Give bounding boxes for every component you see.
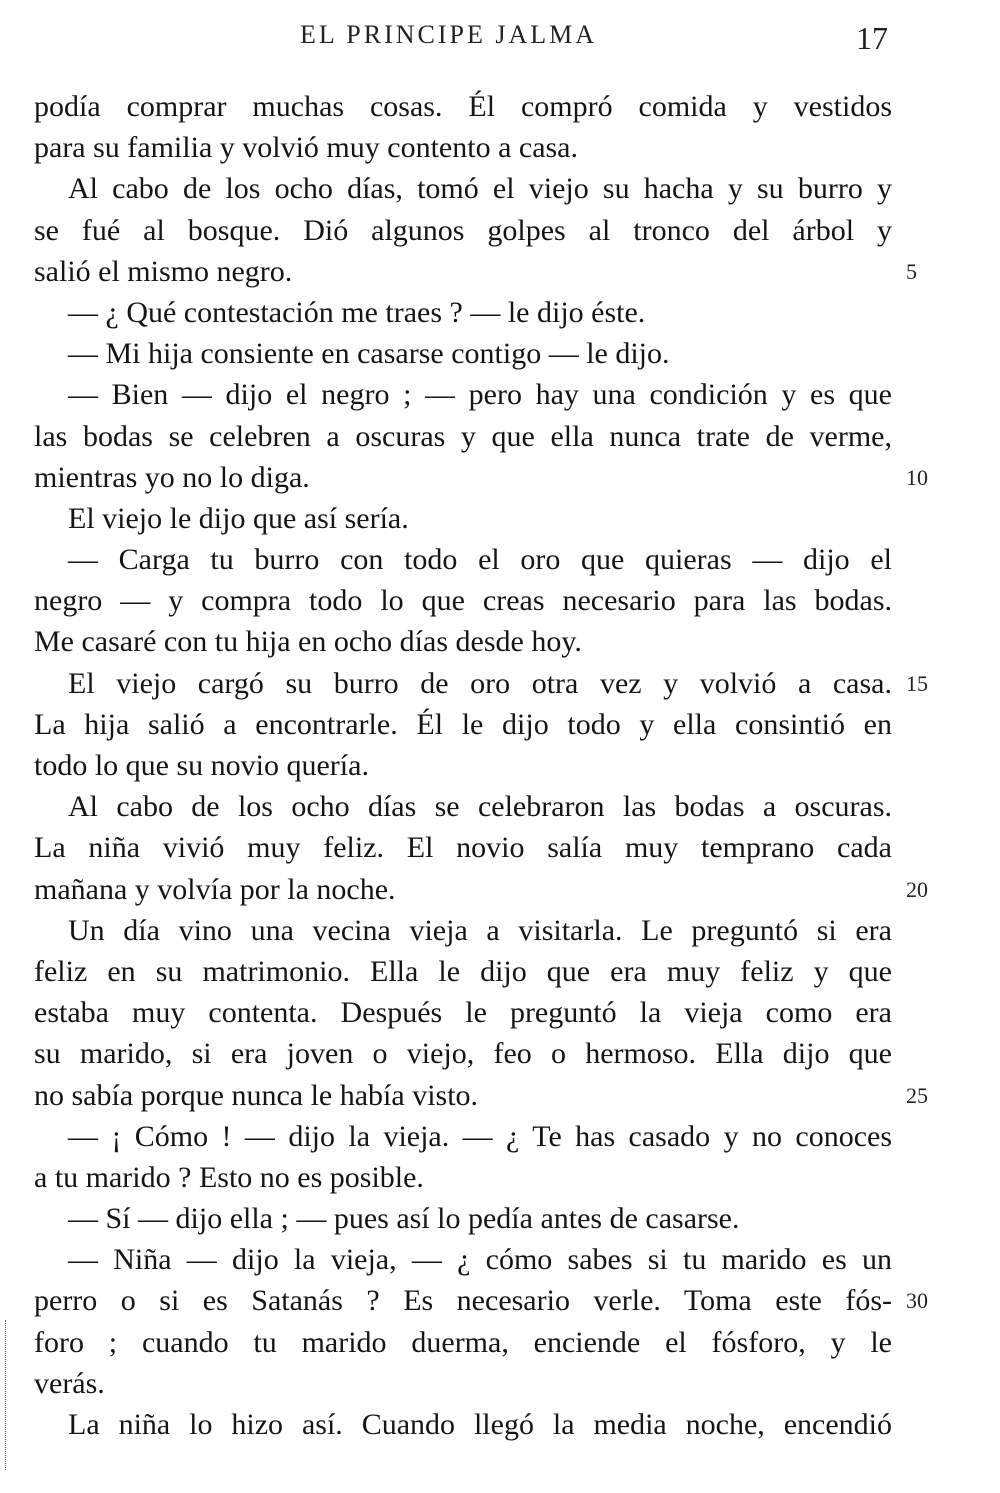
text-line bbox=[34, 704, 892, 745]
text-line bbox=[34, 168, 892, 209]
text-line bbox=[34, 580, 892, 621]
text-line bbox=[34, 539, 892, 580]
text-line bbox=[34, 1198, 892, 1239]
line-text: no sabía porque nunca le había visto. bbox=[34, 1078, 479, 1112]
line-text: La niña lo hizo así. Cuando llegó la media noche, encendió bbox=[68, 1408, 892, 1441]
running-head bbox=[0, 18, 920, 58]
text-line bbox=[34, 745, 892, 786]
line-text: para su familia y volvió muy contento a casa. bbox=[34, 131, 578, 165]
line-text: a tu marido ? Esto no es posible. bbox=[34, 1160, 424, 1194]
text-line bbox=[34, 1404, 892, 1445]
line-text: su marido, si era joven o viejo, feo o hermoso. Ella dijo que bbox=[34, 1037, 892, 1071]
text-line bbox=[34, 86, 892, 127]
line-text: podía comprar muchas cosas. Él compró comida y vestidos bbox=[34, 90, 892, 123]
text-line bbox=[34, 910, 892, 951]
line-text: La hija salió a encontrarle. Él le dijo todo y ella consintió en bbox=[34, 707, 892, 741]
text-line bbox=[34, 1239, 892, 1280]
line-text: El viejo le dijo que así sería. bbox=[68, 501, 409, 535]
line-text: La niña vivió muy feliz. El novio salía muy temprano cada bbox=[34, 831, 892, 865]
text-line bbox=[34, 374, 892, 415]
text-line bbox=[34, 1075, 928, 1116]
line-text: negro — y compra todo lo que creas necesario para las bodas. bbox=[34, 584, 892, 618]
line-text: — ¡ Cómo ! — dijo la vieja. — ¿ Te has casado y no conoces bbox=[68, 1119, 892, 1153]
text-line bbox=[34, 992, 892, 1033]
line-text: — Niña — dijo la vieja, — ¿ cómo sabes si tu marido es un bbox=[68, 1243, 892, 1277]
line-number: 25 bbox=[906, 1082, 928, 1108]
text-line bbox=[34, 1322, 892, 1363]
body-text bbox=[34, 86, 928, 1445]
line-text: — Mi hija consiente en casarse contigo — le dijo. bbox=[68, 337, 670, 371]
line-text: Al cabo de los ocho días, tomó el viejo su hacha y su burro y bbox=[68, 172, 892, 206]
line-text: salió el mismo negro. bbox=[34, 254, 293, 288]
line-text: mientras yo no lo diga. bbox=[34, 460, 310, 494]
line-text: mañana y volvía por la noche. bbox=[34, 872, 396, 906]
line-text: — Carga tu burro con todo el oro que quieras — dijo el bbox=[68, 543, 892, 577]
text-line bbox=[34, 457, 928, 498]
line-number: 30 bbox=[906, 1288, 928, 1314]
line-text: todo lo que su novio quería. bbox=[34, 749, 369, 782]
text-line bbox=[34, 786, 892, 827]
text-line bbox=[34, 1363, 892, 1404]
text-line bbox=[34, 951, 892, 992]
text-line bbox=[34, 416, 892, 457]
line-text: El viejo cargó su burro de oro otra vez y volvió a casa. bbox=[68, 666, 892, 700]
text-line bbox=[34, 251, 917, 292]
running-title: EL PRINCIPE JALMA bbox=[300, 20, 598, 49]
line-text: Un día vino una vecina vieja a visitarla. Le preguntó si era bbox=[68, 913, 892, 947]
text-line bbox=[34, 621, 892, 662]
line-text: verás. bbox=[34, 1366, 105, 1400]
line-number: 10 bbox=[906, 464, 928, 490]
line-text: se fué al bosque. Dió algunos golpes al tronco del árbol y bbox=[34, 213, 892, 247]
line-text: feliz en su matrimonio. Ella le dijo que era muy feliz y que bbox=[34, 954, 892, 988]
text-line bbox=[34, 498, 892, 539]
line-text: Me casaré con tu hija en ocho días desde hoy. bbox=[34, 625, 582, 659]
text-line bbox=[34, 827, 892, 868]
line-number: 5 bbox=[906, 258, 917, 284]
page-number: 17 bbox=[856, 20, 888, 56]
line-text: Al cabo de los ocho días se celebraron las bodas a oscuras. bbox=[68, 790, 892, 824]
line-text: — Sí — dijo ella ; — pues así lo pedía antes de casarse. bbox=[68, 1202, 740, 1236]
text-line bbox=[34, 663, 928, 704]
text-line bbox=[34, 1280, 928, 1321]
line-text: las bodas se celebren a oscuras y que ella nunca trate de verme, bbox=[34, 419, 892, 453]
line-text: foro ; cuando tu marido duerma, enciende el fósforo, y le bbox=[34, 1325, 892, 1359]
margin-rule bbox=[5, 1320, 7, 1470]
text-line bbox=[34, 1116, 892, 1157]
line-text: — Bien — dijo el negro ; — pero hay una condición y es que bbox=[68, 378, 892, 412]
text-line bbox=[34, 1157, 892, 1198]
line-text: perro o si es Satanás ? Es necesario verle. Toma este fós- bbox=[34, 1284, 892, 1318]
line-number: 20 bbox=[906, 876, 928, 902]
text-line bbox=[34, 292, 892, 333]
text-line bbox=[34, 333, 892, 374]
text-line bbox=[34, 1033, 892, 1074]
line-number: 15 bbox=[906, 670, 928, 696]
line-text: estaba muy contenta. Después le preguntó la vieja como era bbox=[34, 996, 892, 1030]
line-text: — ¿ Qué contestación me traes ? — le dijo éste. bbox=[68, 295, 646, 329]
text-line bbox=[34, 869, 928, 910]
text-line bbox=[34, 127, 892, 168]
text-line bbox=[34, 210, 892, 251]
